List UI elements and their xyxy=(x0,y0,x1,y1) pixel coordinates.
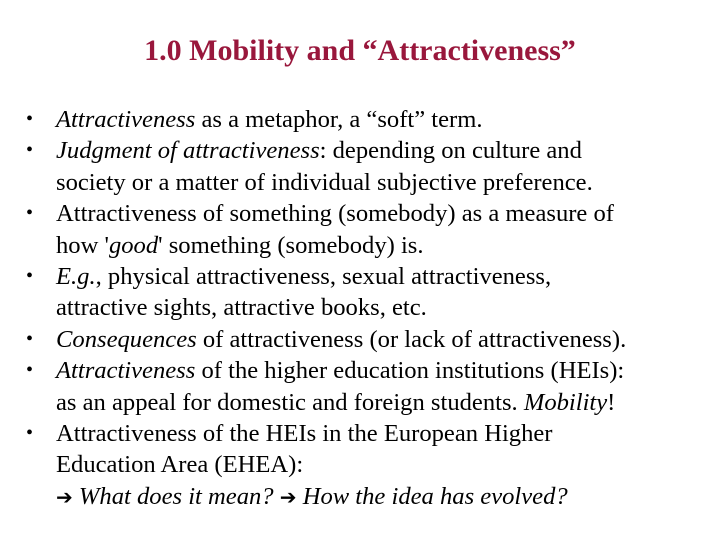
slide-title: 1.0 Mobility and “Attractiveness” xyxy=(144,34,576,67)
bullet-item: • Attractiveness of something (somebody) as a measure of how 'good' something (somebody) is. xyxy=(26,200,614,259)
question-line: ➔ What does it mean? ➔ How the idea has evolved? xyxy=(56,482,568,510)
bullet-icon: • xyxy=(26,422,34,445)
arrow-right-icon: ➔ xyxy=(279,484,297,509)
bullet-icon: • xyxy=(26,327,34,350)
bullet-item: • Attractiveness of the HEIs in the European Higher Education Area (EHEA): ➔ What does it mean? ➔ How the idea has evolved? xyxy=(26,418,716,513)
bullet-item: • Judgment of attractiveness: depending on culture and society or a matter of individual subjective preference. xyxy=(26,137,593,196)
bullet-item: • Attractiveness of the higher education institutions (HEIs): as an appeal for domestic and foreign students. Mobility! xyxy=(26,357,625,416)
arrow-right-icon: ➔ xyxy=(56,484,73,509)
bullet-icon: • xyxy=(26,108,34,130)
bullet-icon: • xyxy=(26,202,34,225)
bullet-item: • Attractiveness as a metaphor, a “soft” term. xyxy=(26,104,716,135)
bullet-icon: • xyxy=(26,139,34,162)
bullet-icon: • xyxy=(26,265,34,288)
bullet-icon: • xyxy=(26,359,34,382)
bullet-list xyxy=(26,104,716,513)
bullet-item: • E.g., physical attractiveness, sexual attractiveness, attractive sights, attractive books, etc. xyxy=(26,263,552,322)
bullet-item: • Consequences of attractiveness (or lack of attractiveness). xyxy=(26,324,716,355)
